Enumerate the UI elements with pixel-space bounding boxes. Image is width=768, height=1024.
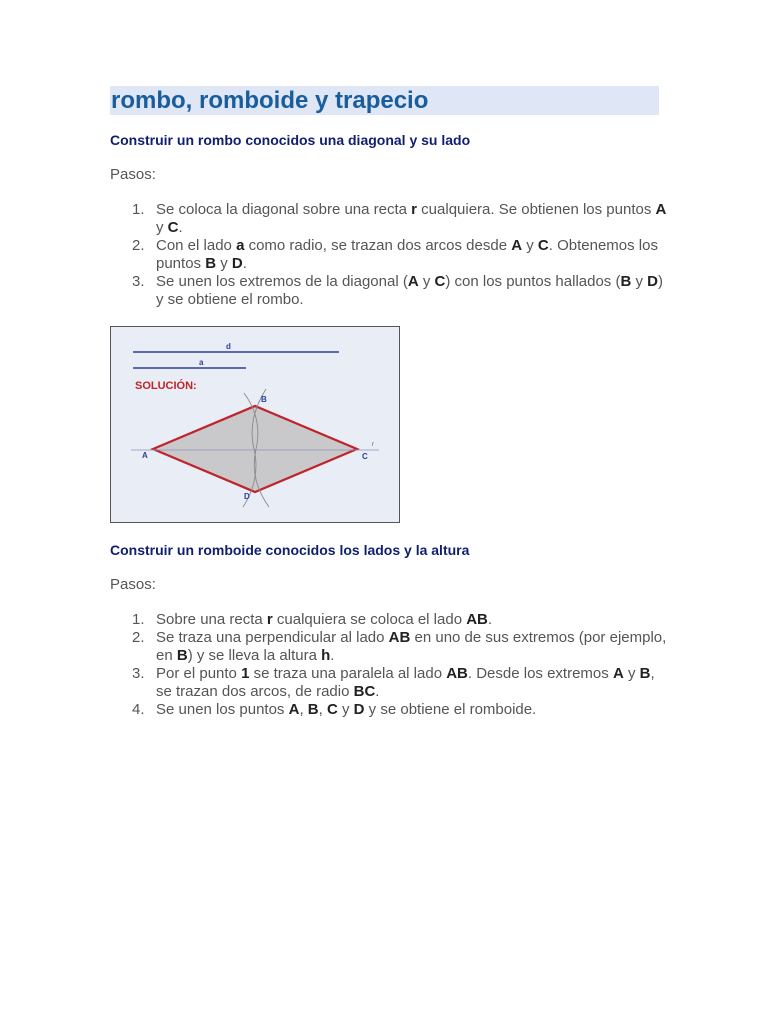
list-item: 3. Se unen los extremos de la diagonal (A y C) con los puntos hallados (B y D) y se obtiene el rombo.	[132, 273, 663, 308]
pasos-label: Pasos:	[110, 576, 156, 593]
label-a: a	[199, 358, 204, 367]
steps-list-romboide	[110, 611, 670, 719]
page-title: rombo, romboide y trapecio	[110, 86, 659, 115]
point-c-label: C	[362, 452, 368, 461]
step-number: 2.	[132, 237, 145, 254]
step-number: 4.	[132, 701, 145, 718]
section-heading-romboide: Construir un romboide conocidos los lados y la altura	[110, 542, 470, 558]
label-r: r	[372, 442, 374, 448]
list-item: 2. Con el lado a como radio, se trazan dos arcos desde A y C. Obtenemos los puntos B y D.	[132, 237, 658, 272]
list-item: 4. Se unen los puntos A, B, C y D y se obtiene el romboide.	[132, 701, 537, 718]
label-d: d	[226, 342, 231, 351]
list-item: 3. Por el punto 1 se traza una paralela al lado AB. Desde los extremos A y B, se trazan dos arcos, de radio BC.	[132, 665, 655, 700]
rombo-diagram	[111, 327, 399, 522]
solution-label: SOLUCIÓN:	[135, 380, 197, 392]
list-item: 1. Se coloca la diagonal sobre una recta r cualquiera. Se obtienen los puntos A y C.	[132, 201, 667, 236]
point-b-label: B	[261, 395, 267, 404]
list-item: 2. Se traza una perpendicular al lado AB en uno de sus extremos (por ejemplo, en B) y se lleva la altura h.	[132, 629, 667, 664]
step-number: 1.	[132, 611, 145, 628]
point-a-label: A	[142, 451, 148, 460]
list-item: 1. Sobre una recta r cualquiera se coloca el lado AB.	[132, 611, 493, 628]
step-number: 3.	[132, 665, 145, 682]
rombo-figure	[110, 326, 400, 523]
section-heading-rombo: Construir un rombo conocidos una diagonal y su lado	[110, 132, 471, 148]
point-d-label: D	[244, 492, 250, 501]
steps-list-rombo	[110, 201, 670, 309]
step-number: 1.	[132, 201, 145, 218]
step-number: 2.	[132, 629, 145, 646]
pasos-label: Pasos:	[110, 166, 156, 183]
step-number: 3.	[132, 273, 145, 290]
